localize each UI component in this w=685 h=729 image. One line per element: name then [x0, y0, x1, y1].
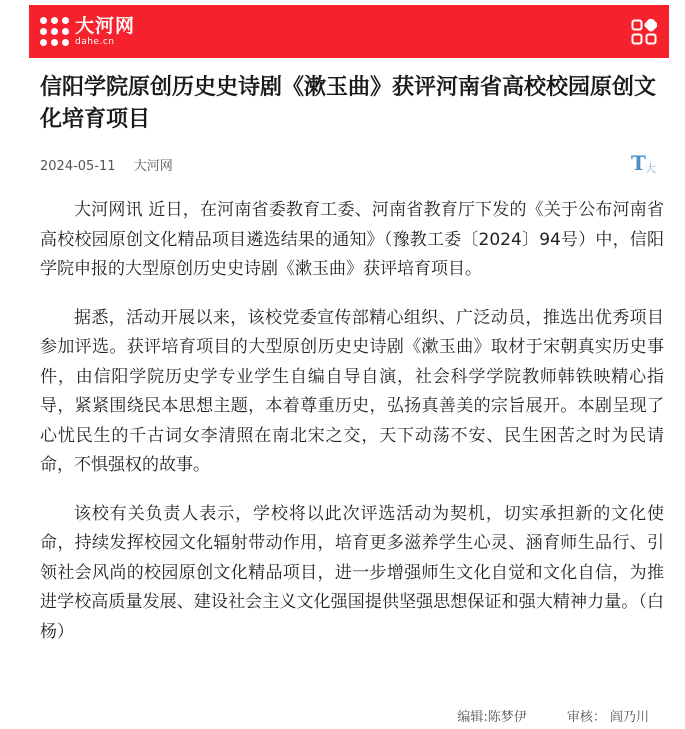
article-paragraph: 该校有关负责人表示，学校将以此次评选活动为契机，切实承担新的文化使命，持续发挥校园文化辐射带动作用，培育更多滋养学生心灵、涵育师生品行、引领社会风尚的校园原创文化精品项目，进一步增强师生文化自觉和文化自信，为推进学校高质量发展、建设社会主义文化强国提供坚强思想保证和强大精神力量。（白杨）: [40, 503, 664, 642]
article-source: 大河网: [133, 159, 173, 174]
article-paragraph: 据悉，活动开展以来，该校党委宣传部精心组织、广泛动员，推选出优秀项目参加评选。获评培育项目的大型原创历史史诗剧《漱玉曲》取材于宋朝真实历史事件，由信阳学院历史学专业学生自编自导自演，社会科学学院教师韩铁映精心指导，紧紧围绕民本思想主题，本着尊重历史，弘扬真善美的宗旨展开。本剧呈现了心忧民生的千古词女李清照在南北宋之交，天下动荡不安、民生困苦之时为民请命，不惧强权的故事。: [40, 307, 664, 475]
logo-chinese-name: 大河网: [75, 15, 136, 37]
site-header: [29, 5, 669, 58]
font-size-t-icon: T: [631, 151, 646, 175]
logo-domain: dahe.cn: [75, 37, 115, 47]
article-paragraph: 大河网讯 近日，在河南省委教育工委、河南省教育厅下发的《关于公布河南省高校校园原创文化精品项目遴选结果的通知》（豫教工委〔2024〕94号）中，信阳学院申报的大型原创历史史诗剧《漱玉曲》获评培育项目。: [40, 200, 664, 279]
dahe-logo[interactable]: [40, 14, 135, 50]
grid-menu-icon[interactable]: [631, 19, 657, 45]
article-meta: [40, 155, 173, 174]
article-body: [40, 196, 664, 666]
logo-dots-icon: [40, 17, 70, 47]
editor-credit: 编辑:陈梦伊: [457, 710, 527, 725]
reviewer-credit: 审核： 阎乃川: [566, 710, 649, 725]
article-title: 信阳学院原创历史史诗剧《漱玉曲》获评河南省高校校园原创文化培育项目: [40, 75, 657, 132]
font-size-large-label: 大: [645, 162, 656, 175]
article-credits: [457, 706, 649, 725]
logo-text: [75, 17, 135, 47]
font-size-toggle-button[interactable]: [631, 152, 661, 176]
publish-date: 2024-05-11: [40, 159, 116, 174]
